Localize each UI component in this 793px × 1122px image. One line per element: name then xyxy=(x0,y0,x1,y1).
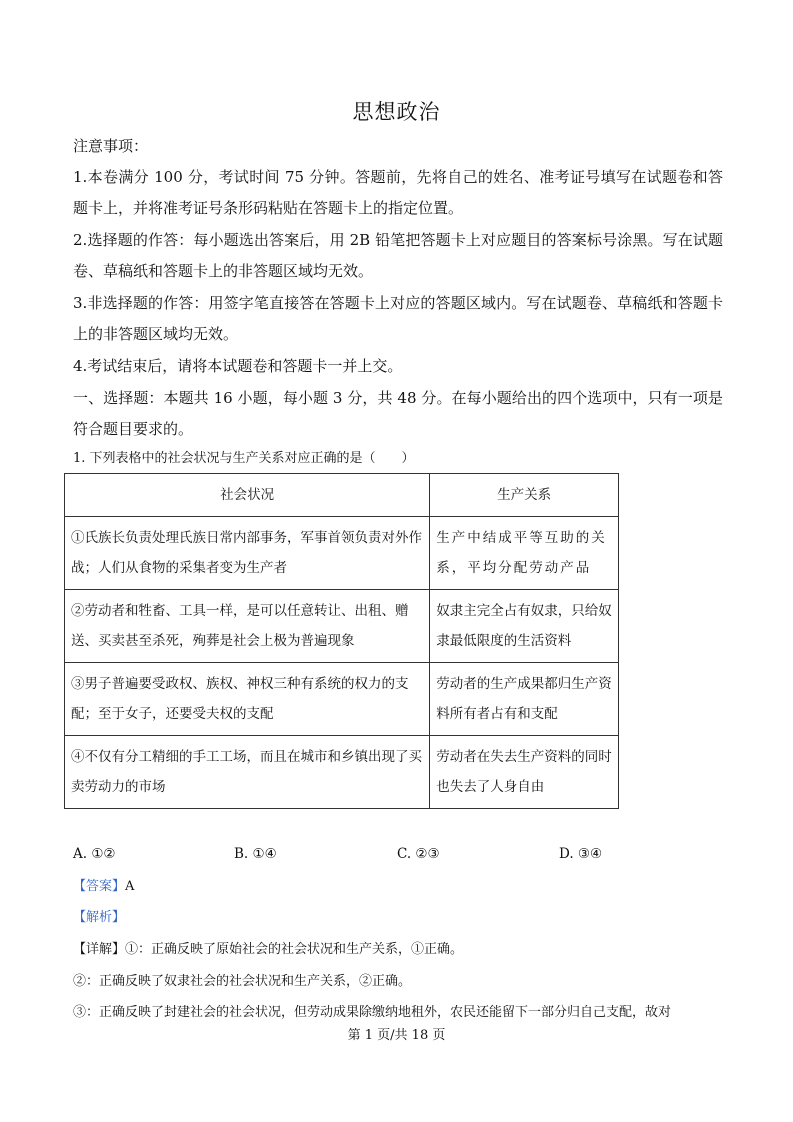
table-header-row xyxy=(65,474,619,517)
table-cell: 生产中结成平等互助的关系，平均分配劳动产品 xyxy=(430,517,619,590)
option-b: B. ①④ xyxy=(234,846,277,862)
table-cell: ②劳动者和牲畜、工具一样，是可以任意转让、出租、赠送、买卖甚至杀死，殉葬是社会上极为普遍现象 xyxy=(65,590,430,663)
page-footer: 第 1 页/共 18 页 xyxy=(347,1028,446,1043)
notice-item-3: 3.非选择题的作答：用签字笔直接答在答题卡上对应的答题区域内。写在试题卷、草稿纸和答题卡上的非答题区域均无效。 xyxy=(73,294,723,343)
detail-label: 【详解】 xyxy=(73,942,126,957)
analysis-label: 【解析】 xyxy=(73,910,126,925)
question-table xyxy=(64,473,619,809)
table-header-cell: 生产关系 xyxy=(430,474,619,517)
table-cell: 劳动者的生产成果都归生产资料所有者占有和支配 xyxy=(430,663,619,736)
page-title: 思想政治 xyxy=(352,100,441,124)
section-heading: 一、选择题：本题共 16 小题，每小题 3 分，共 48 分。在每小题给出的四个选项中，只有一项是符合题目要求的。 xyxy=(73,389,723,438)
table-row xyxy=(65,590,619,663)
notice-item-2: 2.选择题的作答：每小题选出答案后，用 2B 铅笔把答题卡上对应题目的答案标号涂黑。写在试题卷、草稿纸和答题卡上的非答题区域均无效。 xyxy=(73,231,723,280)
table-row xyxy=(65,663,619,736)
table-header-cell: 社会状况 xyxy=(65,474,430,517)
question-stem: 1. 下列表格中的社会状况与生产关系对应正确的是（ ） xyxy=(73,451,415,466)
table-cell: 奴隶主完全占有奴隶，只给奴隶最低限度的生活资料 xyxy=(430,590,619,663)
notice-item-1: 1.本卷满分 100 分，考试时间 75 分钟。答题前，先将自己的姓名、准考证号填写在试题卷和答题卡上，并将准考证号条形码粘贴在答题卡上的指定位置。 xyxy=(73,168,723,217)
table-cell: ①氏族长负责处理氏族日常内部事务，军事首领负责对外作战；人们从食物的采集者变为生产者 xyxy=(65,517,430,590)
table-cell: ④不仅有分工精细的手工工场，而且在城市和乡镇出现了买卖劳动力的市场 xyxy=(65,736,430,809)
notice-heading: 注意事项： xyxy=(73,137,149,155)
analysis-line xyxy=(73,908,723,928)
table-cell: 劳动者在失去生产资料的同时也失去了人身自由 xyxy=(430,736,619,809)
answer-line xyxy=(73,877,723,897)
option-c: C. ②③ xyxy=(397,846,440,862)
detail-line-1 xyxy=(73,940,723,960)
answer-options xyxy=(73,846,723,870)
notice-item-4: 4.考试结束后，请将本试题卷和答题卡一并上交。 xyxy=(73,357,403,375)
option-d: D. ③④ xyxy=(559,846,603,862)
table-row xyxy=(65,736,619,809)
answer-label: 【答案】 xyxy=(73,879,126,894)
option-a: A. ①② xyxy=(73,846,116,862)
table-cell: ③男子普遍要受政权、族权、神权三种有系统的权力的支配；至于女子，还要受夫权的支配 xyxy=(65,663,430,736)
detail-line-3: ③：正确反映了封建社会的社会状况，但劳动成果除缴纳地租外，农民还能留下一部分归自己支配，故对 xyxy=(73,1005,672,1020)
answer-value: A xyxy=(125,879,135,894)
detail-line-2: ②：正确反映了奴隶社会的社会状况和生产关系，②正确。 xyxy=(73,974,412,989)
detail-text: ①：正确反映了原始社会的社会状况和生产关系，①正确。 xyxy=(125,942,464,957)
table-row xyxy=(65,517,619,590)
